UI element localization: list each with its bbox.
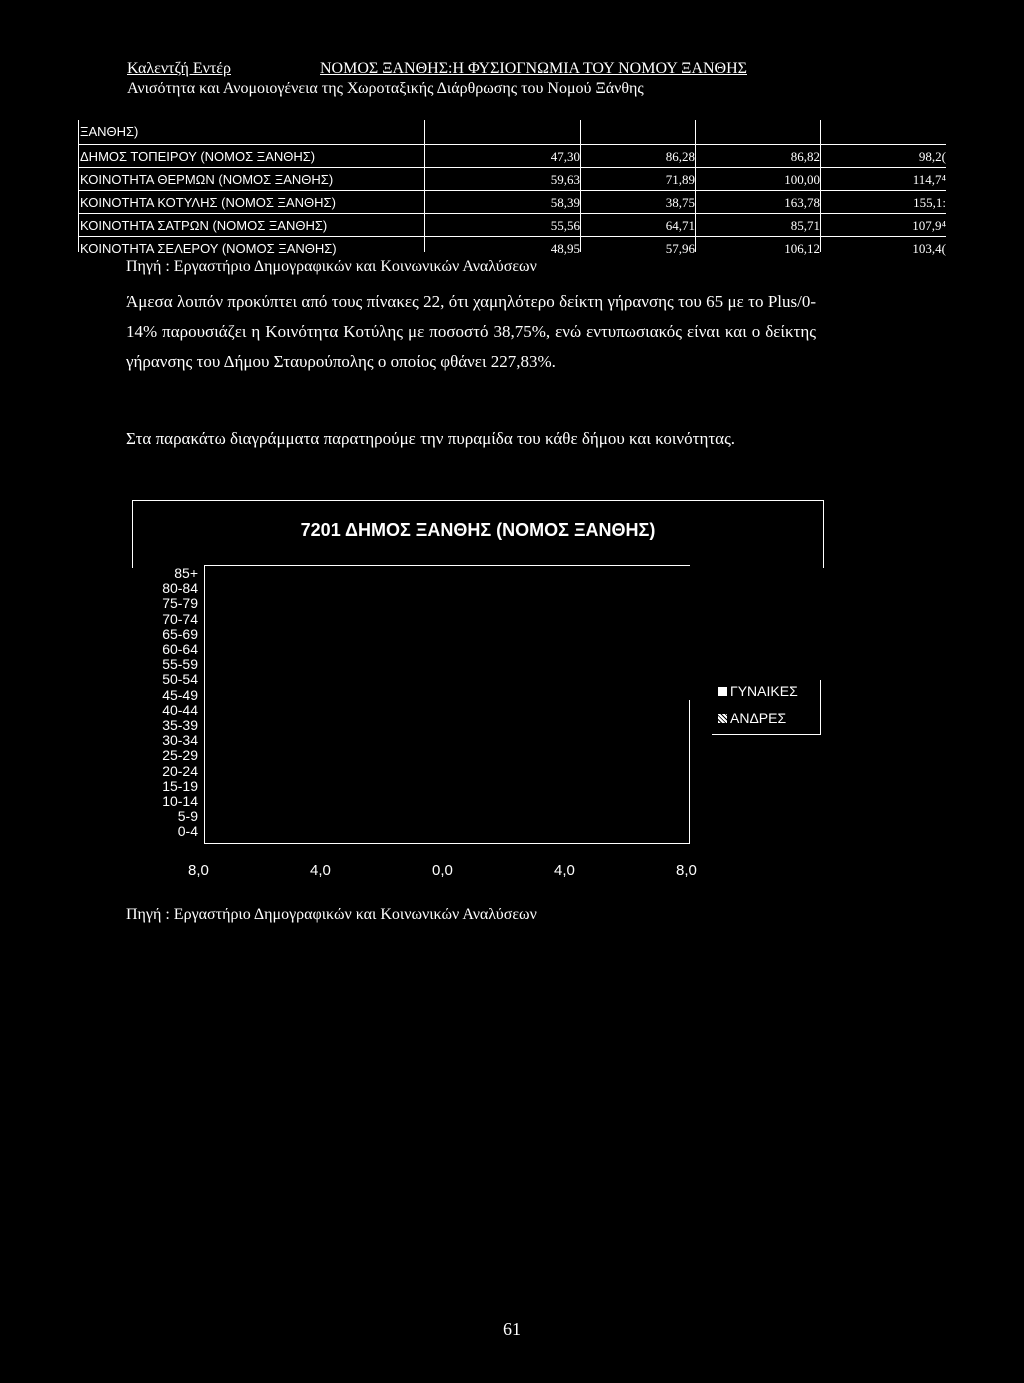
- y-tick-label: 60-64: [162, 641, 198, 657]
- row-name: ΔΗΜΟΣ ΤΟΠΕΙΡΟΥ (ΝΟΜΟΣ ΞΑΝΘΗΣ): [80, 149, 316, 164]
- cell-value: 59,63: [550, 172, 580, 187]
- table-row: [78, 120, 946, 145]
- body-paragraph: [126, 287, 816, 377]
- cell-value: 86,82: [790, 149, 820, 164]
- x-tick-label: 4,0: [554, 862, 575, 879]
- table-row: [78, 191, 946, 214]
- cell-value: 71,89: [665, 172, 695, 187]
- x-tick-label: 8,0: [676, 862, 697, 879]
- legend-label: ΑΝΔΡΕΣ: [730, 710, 787, 726]
- cell-value: 86,28: [665, 149, 695, 164]
- row-name: ΚΟΙΝΟΤΗΤΑ ΣΑΤΡΩΝ (ΝΟΜΟΣ ΞΑΝΘΗΣ): [80, 218, 328, 233]
- cell-value: 58,39: [550, 195, 580, 210]
- y-tick-label: 0-4: [177, 823, 198, 840]
- cell-value: 55,56: [550, 218, 580, 233]
- cell-value: 103,4(: [912, 241, 946, 256]
- legend-swatch: [718, 687, 727, 696]
- y-tick-label: 25-29: [162, 747, 198, 764]
- chart-title: 7201 ΔΗΜΟΣ ΞΑΝΘΗΣ (ΝΟΜΟΣ ΞΑΝΘΗΣ): [300, 520, 656, 540]
- y-tick-label: 20-24: [162, 762, 198, 779]
- paragraph-text: Στα παρακάτω διαγράμματα παρατηρούμε την πυραμίδα του κάθε δήμου και κοινότητας.: [126, 429, 736, 448]
- y-tick-label: 35-39: [162, 717, 198, 733]
- plot-border: [204, 565, 690, 566]
- table-row: [78, 237, 946, 259]
- table-source: Πηγή : Εργαστήριο Δημογραφικών και Κοινωνικών Αναλύσεων: [126, 258, 537, 275]
- cell-value: 38,75: [665, 195, 695, 210]
- row-name: ΚΟΙΝΟΤΗΤΑ ΘΕΡΜΩΝ (ΝΟΜΟΣ ΞΑΝΘΗΣ): [80, 172, 334, 187]
- y-tick-label: 80-84: [162, 580, 198, 597]
- body-paragraph: [126, 424, 816, 454]
- cell-value: 64,71: [665, 218, 695, 233]
- legend-swatch: [718, 714, 727, 723]
- legend-label: ΓΥΝΑΙΚΕΣ: [730, 683, 798, 699]
- y-tick-label: 5-9: [177, 808, 198, 825]
- cell-value: 48,95: [550, 241, 580, 256]
- y-tick-label: 65-69: [162, 625, 198, 642]
- cell-value: 57,96: [665, 241, 695, 256]
- legend-item: [718, 683, 798, 699]
- x-tick-label: 4,0: [310, 862, 331, 879]
- cell-value: 85,71: [790, 218, 820, 233]
- header-subtitle: Ανισότητα και Ανομοιογένεια της Χωροταξικής Διάρθρωσης του Νομού Ξάνθης: [127, 80, 644, 97]
- chart-frame: [132, 500, 824, 501]
- y-tick-label: 40-44: [162, 701, 198, 718]
- table-row: [78, 145, 946, 168]
- y-tick-label: 10-14: [162, 793, 198, 809]
- y-tick-label: 30-34: [162, 732, 198, 749]
- aging-index-table: [78, 120, 946, 259]
- y-tick-label: 70-74: [162, 610, 198, 627]
- header-author: Καλεντζή Εντέρ: [127, 60, 231, 77]
- y-tick-label: 75-79: [162, 595, 198, 612]
- cell-value: 98,2(: [918, 149, 946, 164]
- y-tick-label: 85+: [174, 565, 198, 581]
- y-tick-label: 15-19: [162, 777, 198, 794]
- plot-border: [689, 700, 690, 843]
- cell-value: 100,00: [784, 172, 820, 187]
- table-row: [78, 168, 946, 191]
- cell-value: 114,7⁴: [912, 172, 946, 187]
- cell-value: 155,1:: [913, 195, 946, 210]
- x-tick-label: 0,0: [432, 862, 453, 879]
- x-tick-label: 8,0: [188, 862, 209, 879]
- table-row: [78, 214, 946, 237]
- cell-value: 106,12: [784, 241, 820, 256]
- chart-source: Πηγή : Εργαστήριο Δημογραφικών και Κοινωνικών Αναλύσεων: [126, 906, 537, 923]
- y-tick-label: 55-59: [162, 656, 198, 673]
- paragraph-text: Άμεσα λοιπόν προκύπτει από τους πίνακες 22, ότι χαμηλότερο δείκτη γήρανσης του 65 με το Plus/0-14% παρουσιάζει η Κοινότητα Κοτύλης με ποσοστό 38,75%, ενώ εντυπωσιακός είναι και ο δείκτης γήρανσης του Δήμου Σταυρούπολης ο οποίος φθάνει 227,83%.: [126, 292, 816, 371]
- row-name: ΞΑΝΘΗΣ): [80, 124, 139, 139]
- plot-border: [204, 565, 205, 843]
- plot-border: [204, 843, 690, 844]
- legend-item: [718, 710, 786, 726]
- row-name: ΚΟΙΝΟΤΗΤΑ ΚΟΤΥΛΗΣ (ΝΟΜΟΣ ΞΑΝΘΗΣ): [80, 195, 336, 210]
- cell-value: 163,78: [784, 195, 820, 210]
- chart-legend: [712, 680, 821, 735]
- page-number: 61: [503, 1319, 521, 1339]
- y-tick-label: 50-54: [162, 671, 198, 688]
- y-tick-label: 45-49: [162, 686, 198, 703]
- row-name: ΚΟΙΝΟΤΗΤΑ ΣΕΛΕΡΟΥ (ΝΟΜΟΣ ΞΑΝΘΗΣ): [80, 241, 337, 256]
- cell-value: 47,30: [550, 149, 580, 164]
- cell-value: 107,9⁴: [912, 218, 946, 233]
- header-title: ΝΟΜΟΣ ΞΑΝΘΗΣ:Η ΦΥΣΙΟΓΝΩΜΙΑ ΤΟΥ ΝΟΜΟΥ ΞΑΝΘΗΣ: [320, 60, 747, 77]
